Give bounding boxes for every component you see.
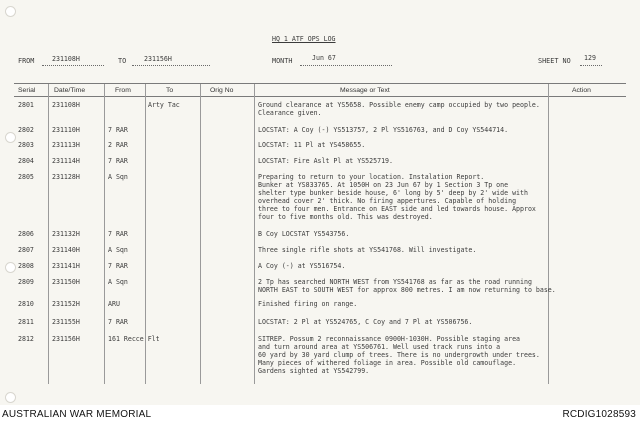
entry-from: 2 RAR [108,141,128,149]
entry-message: 2 Tp has searched NORTH WEST from YS541768 as far as the road running NORTH EAST to SOUTH WEST for approx 800 metres. I am now returning to base. [258,278,556,294]
column-divider [200,84,201,384]
entry-from: 7 RAR [108,262,128,270]
to-dotted-line [132,65,210,66]
entry-serial: 2806 [18,230,34,238]
column-divider [48,84,49,384]
punch-hole [5,262,16,273]
from-dotted-line [42,65,104,66]
to-label: TO [118,57,127,65]
entry-datetime: 231141H [52,262,80,270]
log-title: HQ 1 ATF OPS LOG [272,35,336,43]
entry-to: Arty Tac [148,101,180,109]
from-value: 231108H [52,55,80,63]
entry-datetime: 231150H [52,278,80,286]
column-header-datetime: Date/Time [54,87,86,94]
table-header-rule [14,96,626,97]
column-header-to: To [166,87,174,94]
punch-hole [5,392,16,403]
to-value: 231156H [144,55,172,63]
entry-from: 161 Recce Flt [108,335,160,343]
punch-hole [5,132,16,143]
column-header-orig-no: Orig No [210,87,234,94]
entry-serial: 2808 [18,262,34,270]
entry-datetime: 231152H [52,300,80,308]
column-header-action: Action [572,87,591,94]
column-header-from: From [115,87,131,94]
entry-serial: 2805 [18,173,34,181]
entry-message: LOCSTAT: 2 Pl at YS524765, C Coy and 7 Pl at YS506756. [258,318,473,326]
entry-message: Finished firing on range. [258,300,358,308]
entry-from: 7 RAR [108,230,128,238]
entry-from: 7 RAR [108,157,128,165]
entry-message: LOCSTAT: A Coy (-) YS513757, 2 Pl YS516763, and D Coy YS544714. [258,126,509,134]
sheet-value: 129 [584,54,596,62]
column-divider [104,84,105,384]
entry-message: A Coy (-) at YS516754. [258,262,346,270]
entry-serial: 2803 [18,141,34,149]
entry-message: Three single rifle shots at YS541768. Will investigate. [258,246,477,254]
entry-datetime: 231114H [52,157,80,165]
entry-serial: 2801 [18,101,34,109]
table-top-rule [14,83,626,84]
entry-datetime: 231113H [52,141,80,149]
entry-serial: 2810 [18,300,34,308]
entry-from: 7 RAR [108,126,128,134]
entry-datetime: 231132H [52,230,80,238]
entry-from: A Sqn [108,173,128,181]
column-divider [254,84,255,384]
column-divider [548,84,549,384]
entry-serial: 2804 [18,157,34,165]
sheet-label: SHEET NO [538,57,571,65]
entry-message: Preparing to return to your location. Instalation Report. Bunker at YS833765. At 1050H on 23 Jun 67 by 1 Section 3 Tp one shelter type bunker beside house, 6' long by 5' deep by 2' wide with overhead cover 2' thick. No firing appertures. Capable of holding three to four men. Entrance on EAST side and led towards house. Approx four to five months old. This was destroyed. [258,173,536,221]
entry-datetime: 231110H [52,126,80,134]
punch-hole [5,6,16,17]
column-header-message: Message or Text [340,87,390,94]
entry-from: A Sqn [108,278,128,286]
footer-record-id: RCDIG1028593 [562,409,636,420]
entry-from: A Sqn [108,246,128,254]
entry-serial: 2812 [18,335,34,343]
entry-datetime: 231140H [52,246,80,254]
entry-message: LOCSTAT: Fire Aslt Pl at YS525719. [258,157,393,165]
entry-datetime: 231108H [52,101,80,109]
sheet-dotted-line [580,65,602,66]
entry-from: 7 RAR [108,318,128,326]
entry-message: LOCSTAT: 11 Pl at YS458655. [258,141,366,149]
column-header-serial: Serial [18,87,36,94]
entry-serial: 2811 [18,318,34,326]
entry-serial: 2802 [18,126,34,134]
entry-message: Ground clearance at YS5658. Possible enemy camp occupied by two people. Clearance given. [258,101,540,117]
entry-from: ARU [108,300,120,308]
month-label: MONTH [272,57,293,65]
entry-datetime: 231156H [52,335,80,343]
footer-credit: AUSTRALIAN WAR MEMORIAL [2,409,152,420]
month-value: Jun 67 [312,54,336,62]
entry-serial: 2809 [18,278,34,286]
entry-datetime: 231128H [52,173,80,181]
from-label: FROM [18,57,35,65]
entry-message: B Coy LOCSTAT YS543756. [258,230,350,238]
month-dotted-line [300,65,392,66]
entry-datetime: 231155H [52,318,80,326]
entry-message: SITREP. Possum 2 reconnaissance 0900H-1030H. Possible staging area and turn around area at YS506761. Well used track runs into a 60 yard by 30 yard clump of trees. There is no undergrowth under trees. Many pieces of withered foliage in area. Possible old camouflage. Gardens sighted at YS542799. [258,335,540,375]
entry-serial: 2807 [18,246,34,254]
